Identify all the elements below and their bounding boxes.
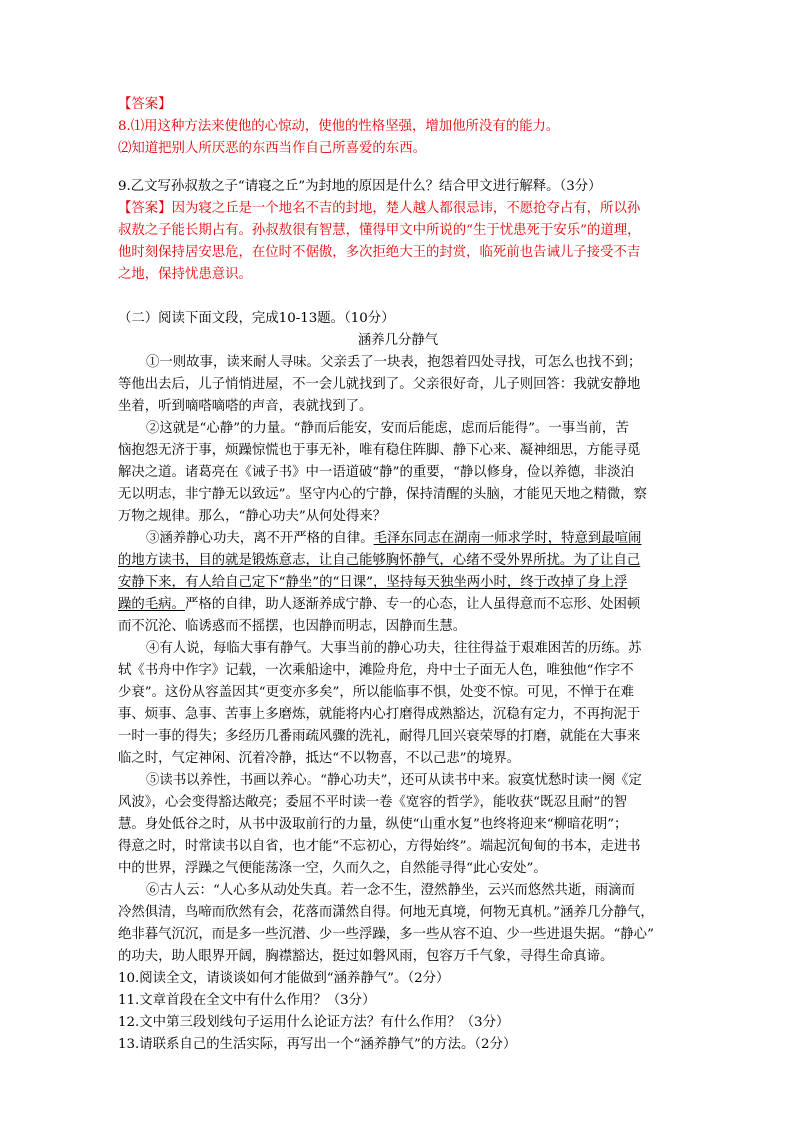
paragraph-line: ④有人说，每临大事有静气。大事当前的静心功夫，往往得益于艰难困苦的历练。苏 (146, 641, 642, 656)
underlined-sentence: 为了让自己 (573, 553, 641, 568)
paragraph-line (118, 550, 678, 572)
underlined-sentence: 安静下来，有人给自己定下“静坐”的“日课”，坚持每天独坐两小时，终于改掉了身上浮 (118, 575, 628, 590)
paragraph-line: ⑥古人云：“人心多从动处失真。若一念不生，澄然静坐，云兴而悠然共逝，雨滴而 (146, 883, 635, 898)
underlined-sentence: 躁的毛病。 (118, 597, 185, 612)
paragraph-line: 轼《书舟中作字》记载，一次乘船途中，滩险舟危，舟中士子面无人色，唯独他“作字不 (118, 663, 634, 678)
paragraph-line (118, 572, 678, 594)
paragraph-text: 严格的自律，助人逐渐养成宁静、专一的心态，让人虽得意而不忘形、处困顿 (184, 597, 641, 612)
paragraph-text: ③涵养静心功夫，离不开严格的自律。 (146, 531, 374, 546)
answer-8-line-1: 8.⑴用这种方法来使他的心惊动，使他的性格坚强，增加他所没有的能力。 (118, 119, 560, 134)
paragraph-line: 而不沉沦、临诱惑而不摇摆，也因静而明志，因静而生慧。 (118, 619, 467, 634)
paragraph-6 (118, 880, 678, 968)
paragraph-2 (118, 418, 678, 528)
question-list (118, 968, 678, 1056)
paragraph-line: 风波》，心会变得豁达敞亮；委屈不平时读一卷《宽容的哲学》，能收获“既忍且耐”的智 (118, 795, 628, 810)
article-title: 涵养几分静气 (357, 333, 439, 348)
answer-tag: 【答案】 (118, 201, 172, 216)
paragraph-line (118, 594, 678, 616)
paragraph-line: 一时一事的得失；多经历几番雨疏风骤的洗礼，耐得几回兴衰荣辱的打磨，就能在大事来 (118, 729, 641, 744)
document-page (118, 94, 678, 1056)
question-11: 11.文章首段在全文中有什么作用？（3分） (118, 993, 376, 1008)
question-13: 13.请联系自己的生活实际，再写出一个“涵养静气”的方法。（2分） (118, 1037, 517, 1052)
answer-tag: 【答案】 (118, 97, 172, 112)
paragraph-line: 少衰”。这份从容盖因其“更变亦多矣”，所以能临事不惧，处变不惊。可见，不惮于在难 (118, 685, 634, 700)
paragraph-line: 中的世界，浮躁之气便能荡涤一空，久而久之，自然能寻得“此心安处”。 (118, 861, 547, 876)
paragraph-line: 冷然俱清，鸟啼而欣然有会，花落而潇然自得。何地无真境，何物无真机。”涵养几分静气， (118, 905, 654, 920)
paragraph-line: 万物之规律。那么，“静心功夫”从何处得来？ (118, 509, 387, 524)
paragraph-line: 解决之道。诸葛亮在《诫子书》中一语道破“静”的重要，“静以修身，俭以养德，非淡泊 (118, 465, 634, 480)
underlined-sentence: 的地方读书，目的就是锻炼意志，让自己能够胸怀静气，心绪不受外界所扰。 (118, 553, 574, 568)
paragraph-line: 事、烦事、急事、苦事上多磨炼，就能将内心打磨得成熟豁达，沉稳有定力，不再拘泥于 (118, 707, 641, 722)
question-9-block (118, 176, 678, 286)
paragraph-line: ⑤读书以养性，书画以养心。“静心功夫”，还可从读书中来。寂寞忧愁时读一阕《定 (146, 773, 642, 788)
paragraph-line: ②这就是“心静”的力量。“静而后能安，安而后能虑，虑而后能得”。一事当前，苦 (146, 421, 629, 436)
paragraph-line: 坐着，听到嘀嗒嘀嗒的声音，表就找到了。 (118, 399, 373, 414)
paragraph-1 (118, 352, 678, 418)
paragraph-line: 临之时，气定神闲、沉着冷静，抵达“不以物喜，不以己悲”的境界。 (118, 751, 521, 766)
paragraph-line: 绝非暮气沉沉，而是多一些沉潜、少一些浮躁，多一些从容不迫、少一些进退失据。“静心” (118, 927, 654, 942)
reading-section-2 (118, 308, 678, 1056)
question-9: 9.乙文写孙叔敖之子“请寝之丘”为封地的原因是什么？结合甲文进行解释。（3分） (118, 179, 602, 194)
answer-9-text: 因为寝之丘是一个地名不吉的封地，楚人越人都很忌讳，不愿抢夺占有，所以孙 (171, 201, 641, 216)
answer-9-line-2: 叔敖之子能长期占有。孙叔敖很有智慧，懂得甲文中所说的“生于忧患死于安乐”的道理， (118, 223, 641, 238)
answer-9-line-4: 之地，保持忧患意识。 (118, 267, 252, 282)
question-10: 10.阅读全文，请谈谈如何才能做到“涵养静气”。（2分） (118, 971, 450, 986)
underlined-sentence: 毛泽东同志在湖南一师求学时，特意到最喧闹 (373, 531, 642, 546)
answer-8-line-2: ⑵知道把别人所厌恶的东西当作自己所喜爱的东西。 (118, 141, 426, 156)
answer-9-line-3: 他时刻保持居安思危，在位时不倨傲，多次拒绝大王的封赏，临死前也告诫儿子接受不吉 (118, 245, 641, 260)
question-12: 12.文中第三段划线句子运用什么论证方法？有什么作用？（3分） (118, 1015, 510, 1030)
paragraph-3 (118, 528, 678, 638)
paragraph-4 (118, 638, 678, 770)
paragraph-line: ①一则故事，读来耐人寻味。父亲丢了一块表，抱怨着四处寻找，可怎么也找不到； (146, 355, 642, 370)
section-heading: （二）阅读下面文段，完成10-13题。（10分） (118, 311, 395, 326)
answer-8-block (118, 94, 678, 160)
paragraph-5 (118, 770, 678, 880)
paragraph-line (118, 528, 678, 550)
paragraph-line: 的功夫，助人眼界开阔，胸襟豁达，挺过如磐风雨，包容万千气象，寻得生命真谛。 (118, 949, 614, 964)
paragraph-line: 等他出去后，儿子悄悄进屋，不一会儿就找到了。父亲很好奇，儿子则回答：我就安静地 (118, 377, 641, 392)
paragraph-line: 无以明志，非宁静无以致远”。坚守内心的宁静，保持清醒的头脑，才能见天地之精微，察 (118, 487, 648, 502)
paragraph-line: 恼抱怨无济于事，烦躁惊慌也于事无补，唯有稳住阵脚、静下心来、凝神细思，方能寻觅 (118, 443, 641, 458)
paragraph-line: 得意之时，时常读书以自省，也才能“不忘初心，方得始终”。端起沉甸甸的书本，走进书 (118, 839, 641, 854)
paragraph-line: 慧。身处低谷之时，从书中汲取前行的力量，纵使“山重水复”也终将迎来“柳暗花明”； (118, 817, 628, 832)
answer-9-line-1 (118, 198, 678, 220)
